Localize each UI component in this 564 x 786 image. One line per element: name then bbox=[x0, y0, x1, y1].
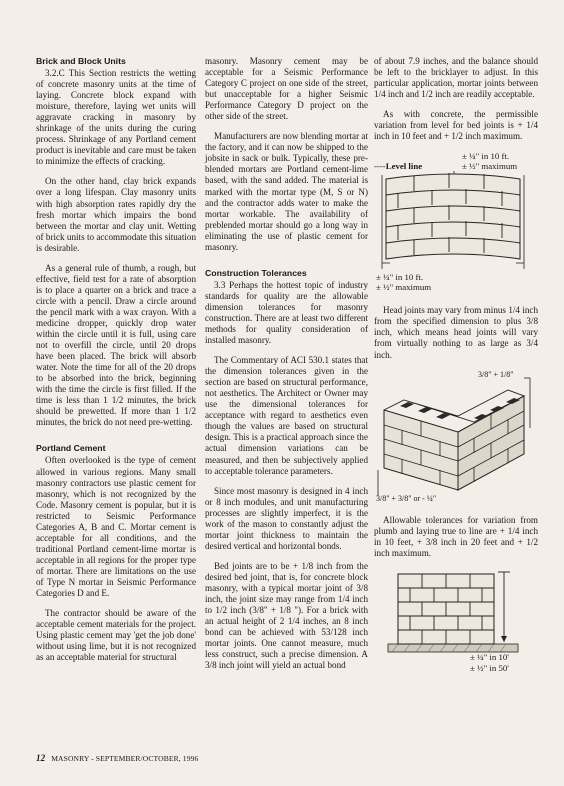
fig1-label-level-line: ----Level line bbox=[374, 161, 423, 172]
paragraph: As a general rule of thumb, a rough, but effective, field test for a rate of absorption is to place a quarter on a brick and trace a circle with a pencil. Draw a circle around the pencil mark with a wax crayon. With a medicine dropper, quickly drop water within the circle until it is full, using care not to overfill the circle, until 20 drops have been placed. The brick will absorb water. Note the time for all of the 20 drops to be absorbed into the brick, beginning with the time the circle is first filled. If the time is less than 1 1/2 minutes, the brick should be prewetted. If more than 1 1/2 minutes, the brick do not need pre-wetting. bbox=[36, 262, 196, 428]
column-3 bbox=[374, 56, 538, 680]
fig2-label-bottom: 3/8" + 3/8" or - ¼" bbox=[376, 493, 437, 503]
section-heading-portland-cement: Portland Cement bbox=[36, 443, 106, 454]
corner-wall-drawing bbox=[374, 370, 538, 506]
fig3-label-2: ± ½" in 50' bbox=[470, 662, 509, 673]
paragraph: of about 7.9 inches, and the balance should be left to the bricklayer to adjust. In this particular application, mortar joints between 1/4 inch and 1/2 inch are readily acceptable. bbox=[374, 56, 538, 100]
fig3-label-1: ± ¼" in 10' bbox=[470, 651, 509, 662]
section-heading-brick-block: Brick and Block Units bbox=[36, 56, 126, 66]
paragraph: As with concrete, the permissible variation from level for bed joints is + 1/4 inch in 10 feet and + 1/2 inch maximum. bbox=[374, 109, 538, 142]
fig1-label-bottom-1: ± ¼" in 10 ft. bbox=[376, 272, 424, 283]
paragraph: Since most masonry is designed in 4 inch or 8 inch modules, and unit manufacturing processes are slightly imperfect, it is the work of the mason to constantly adjust the mortar joint thickness to maintain the desired vertical and horizontal bonds. bbox=[205, 485, 368, 551]
section-heading-construction-tolerances: Construction Tolerances bbox=[205, 267, 307, 278]
page-number: 12 bbox=[36, 753, 46, 763]
paragraph: The Commentary of ACI 530.1 states that the dimension tolerances given in the section are based on structural performance, not aesthetics. The Architect or Owner may use the dimensional tolerances for acceptance with regard to aesthetics even though the values are based on structural design. This is a practical approach since the actual dimension variations can be measured, and then be subjectively applied to acceptable tolerance parameters. bbox=[205, 355, 368, 476]
paragraph: 3.2.C This Section restricts the wetting of concrete masonry units at the time of laying. Concrete block expand with moisture, therefore, laying wet units will aggravate cracking in masonry by shrinkage of the units during the curing process. Shrinkage of any Portland cement product is inevitable and care must be taken to minimize the effects of cracking. bbox=[36, 68, 196, 167]
fig1-label-top-2: ± ½" maximum bbox=[462, 161, 518, 172]
figure-head-joint-corner bbox=[374, 370, 538, 506]
paragraph: On the other hand, clay brick expands over a long lifespan. Clay masonry units with high absorption rates rapidly dry the fresh mortar which impairs the bond between the mortar and clay unit. Wetting of brick units to accommodate this situation is desirable. bbox=[36, 176, 196, 253]
figure-bed-joint-level bbox=[374, 151, 538, 296]
column-2 bbox=[205, 56, 368, 671]
page-footer bbox=[36, 753, 198, 763]
figure-plumb-tolerance bbox=[374, 568, 538, 680]
fig2-label-top: 3/8" + 1/8" bbox=[478, 369, 514, 379]
publication-info: MASONRY - SEPTEMBER/OCTOBER, 1996 bbox=[51, 754, 199, 763]
paragraph: 3.3 Perhaps the hottest topic of industry standards for quality are the allowable dimension tolerances for masonry construction. There are at least two different methods for quality consideration of installed masonry. bbox=[205, 279, 368, 346]
paragraph: Allowable tolerances for variation from plumb and laying true to line are + 1/4 inch in 10 feet, + 3/8 inch in 20 feet and + 1/2 inch maximum. bbox=[374, 514, 538, 558]
fig1-label-top-1: ± ¼" in 10 ft. bbox=[462, 151, 510, 162]
fig1-label-bottom-2: ± ½" maximum bbox=[376, 282, 432, 293]
paragraph: Often overlooked is the type of cement allowed in various regions. Many small masonry contractors use plastic cement for masonry, which is not recognized by the Code. Masonry cement is popular, but it is restricted to Seismic Performance Categories A, B and C. Mortar cement is acceptable for all conditions, and the traditional Portland cement-lime mortar is acceptable in all regions for the proper type of mortar. There are limitations on the use of Type N mortar in Seismic Performance Categories D and E. bbox=[36, 455, 196, 599]
paragraph: Manufacturers are now blending mortar at the factory, and it can now be shipped to the jobsite in sack or bulk. Typically, these pre-blended mortars are Portland cement-lime based, with the sand added. The material is marked with the mortar type (M, S or N) and the contractor adds water to make the mortar workable. The availability of preblended mortar should go a long way in eliminating the use of plastic cement for masonry. bbox=[205, 131, 368, 252]
plumb-wall-drawing bbox=[374, 568, 538, 680]
paragraph: The contractor should be aware of the acceptable cement materials for the project. Using plastic cement may 'get the job done' without using lime, but it is not recognized as an acceptable material for structural bbox=[36, 608, 196, 663]
paragraph: masonry. Masonry cement may be acceptable for a Seismic Performance Category C project on one side of the street, but unacceptable for a higher Seismic Performance Category D project on the other side of the street. bbox=[205, 56, 368, 122]
paragraph: Bed joints are to be + 1/8 inch from the desired bed joint, that is, for concrete block masonry, with a typical mortar joint of 3/8 inch, the joint size may range from 1/4 inch to 1/2 inch (3/8" + 1/8 "). For a brick with an actual height of 2 1/4 inches, an 8 inch bond can be achieved with 53/128 inch mortar joints. One cannot measure, much less construct, such a precise dimension. A 3/8 inch joint will yield an actual bond bbox=[205, 560, 368, 671]
paragraph: Head joints may vary from minus 1/4 inch from the specified dimension to plus 3/8 inch, which means head joints will vary from virtually nothing to as large as 3/4 inch. bbox=[374, 305, 538, 360]
column-1 bbox=[36, 56, 196, 663]
